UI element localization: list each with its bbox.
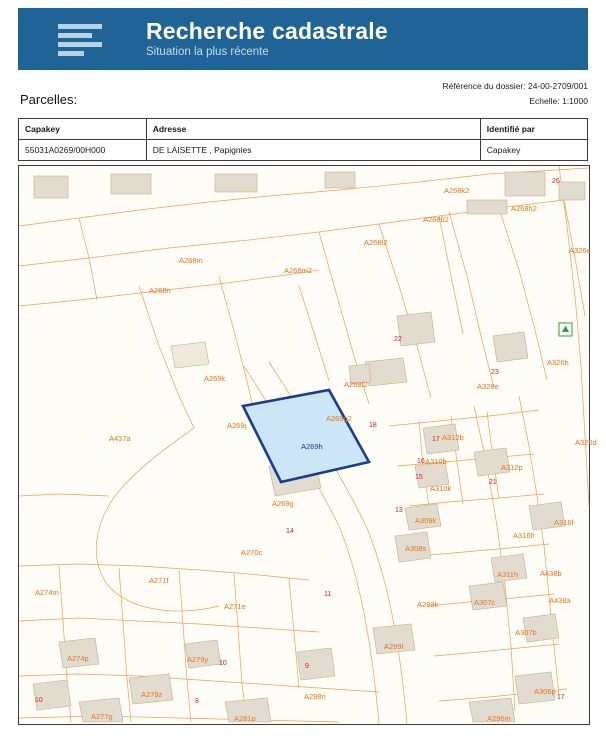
logo-bar-icon [58, 24, 102, 29]
map-parcel-label: A307c [474, 598, 496, 607]
cell-capakey: 55031A0269/00H000 [19, 140, 147, 161]
map-parcel-label: A269g [272, 499, 294, 508]
map-parcel-label: A438a [549, 596, 571, 605]
map-parcel-label: A326e [569, 246, 591, 255]
page-header [18, 8, 588, 70]
scale-label: Echelle: 1:1000 [529, 96, 588, 106]
map-parcel-label: 13 [395, 507, 403, 514]
map-parcel-label: A269j [227, 421, 247, 430]
map-parcel-label: A279z [141, 690, 163, 699]
page-title: Recherche cadastrale [146, 18, 388, 44]
map-parcel-label: A274p [67, 654, 89, 663]
map-parcel-label: A269h [301, 442, 323, 451]
map-parcel-label: 18 [369, 422, 377, 429]
cadastral-map[interactable] [18, 165, 597, 725]
map-parcel-label: A269g2 [326, 414, 352, 423]
map-parcel-label: 21 [489, 479, 497, 486]
map-parcel-label: A437a [109, 434, 131, 443]
cell-adresse: DE LAISETTE , Papignies [146, 140, 480, 161]
map-parcel-label: A268h2 [511, 204, 537, 213]
map-parcel-label: A277g [91, 712, 113, 721]
map-parcel-label: 22 [394, 336, 402, 343]
map-parcel-label: 9 [305, 663, 309, 670]
map-parcel-label: A306p [534, 687, 556, 696]
map-parcel-label: 14 [286, 528, 294, 535]
page-subtitle: Situation la plus récente [146, 46, 269, 58]
column-header-adresse: Adresse [146, 119, 480, 140]
map-vector-layer [19, 166, 589, 724]
map-parcel-label: 8 [195, 698, 199, 705]
column-header-capakey: Capakey [19, 119, 147, 140]
map-parcel-label: A310k [430, 484, 452, 493]
map-parcel-label: A299l [384, 642, 404, 651]
logo-bar-icon [58, 51, 84, 56]
map-parcel-label: 10 [219, 660, 227, 667]
dossier-reference: Référence du dossier: 24-00-2709/001 [442, 81, 588, 91]
table-row [19, 140, 588, 161]
map-parcel-label: A271f [149, 576, 169, 585]
map-parcel-label: A270c [241, 548, 263, 557]
map-parcel-label: A269k [204, 374, 226, 383]
map-parcel-label: A312p [501, 463, 523, 472]
map-parcel-label: A279y [187, 655, 209, 664]
map-parcel-label: A326d [575, 438, 597, 447]
map-parcel-label: A312b [442, 433, 464, 442]
map-parcel-label: A316f [554, 518, 574, 527]
header-text-block [140, 18, 588, 60]
map-parcel-label: 17 [432, 436, 440, 443]
map-parcel-label: A298n [304, 692, 326, 701]
column-header-identifie-par: Identifié par [480, 119, 587, 140]
map-parcel-label: 23 [491, 369, 499, 376]
map-parcel-label: A309k [415, 516, 437, 525]
map-parcel-label: A308s [405, 544, 427, 553]
map-parcel-label: A316h [513, 531, 535, 540]
map-parcel-label: 11 [324, 591, 332, 598]
map-parcel-label: A268m2 [284, 266, 312, 275]
map-parcel-label: A274m [35, 588, 59, 597]
map-parcel-label: 10 [35, 697, 43, 704]
map-parcel-label: A271e [224, 602, 246, 611]
map-parcel-label: A299k [417, 600, 439, 609]
logo-bar-icon [58, 42, 102, 47]
parcelles-heading: Parcelles: [20, 92, 78, 107]
map-parcel-label: A268f2 [344, 380, 368, 389]
cadastre-logo [18, 8, 140, 70]
map-parcel-label: A296m [487, 714, 511, 723]
map-parcel-label: A307b [515, 628, 537, 637]
map-parcel-label: A311h [497, 570, 519, 579]
map-parcel-label: A310b [425, 457, 447, 466]
map-parcel-label: A328e [477, 382, 499, 391]
map-parcel-label: A326h [547, 358, 569, 367]
cell-identifie-par: Capakey [480, 140, 587, 161]
map-parcel-label: 17 [557, 694, 565, 701]
map-parcel-label: A438b [540, 569, 562, 578]
map-parcel-label: A268l2 [364, 238, 388, 247]
table-header-row [19, 119, 588, 140]
map-parcel-label: A268m [179, 256, 203, 265]
map-parcel-label: 15 [415, 474, 423, 481]
parcels-table [18, 118, 588, 161]
map-parcel-label: A268n [149, 286, 171, 295]
logo-bar-icon [58, 33, 92, 38]
map-parcel-label: A268k2 [444, 186, 470, 195]
map-parcel-label: A281p [234, 714, 256, 723]
map-parcel-label: 16 [417, 458, 425, 465]
map-parcel-label: A268b2 [423, 215, 449, 224]
map-parcel-label: 26 [552, 178, 560, 185]
